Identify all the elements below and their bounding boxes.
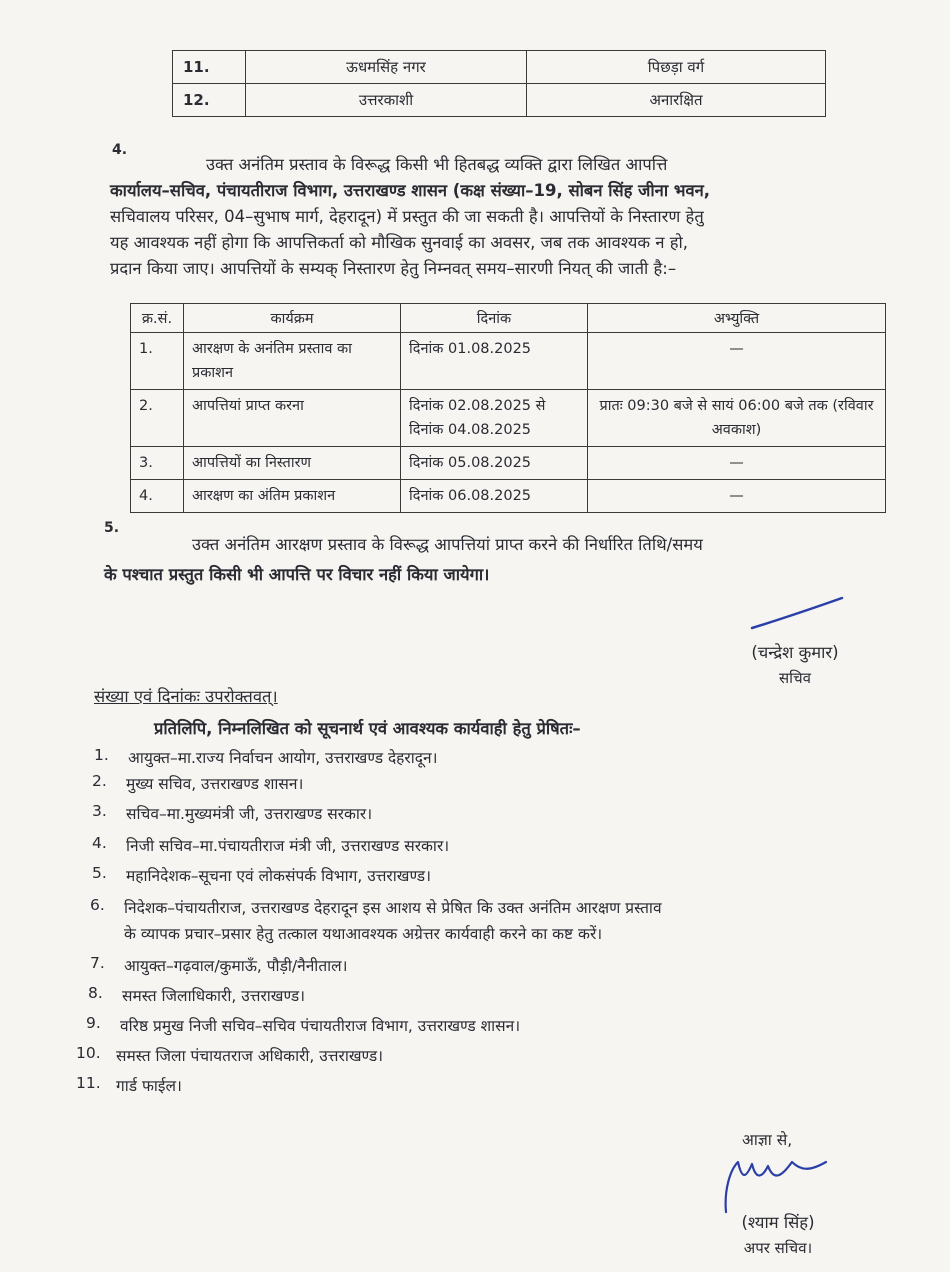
reservation-category: पिछड़ा वर्ग (527, 51, 826, 84)
reference-line: संख्या एवं दिनांकः उपरोक्तवत्। (94, 687, 278, 706)
para4-number: 4. (112, 142, 128, 158)
list-number: 9. (86, 1014, 101, 1032)
header-date: दिनांक (401, 304, 588, 333)
date-cell: दिनांक 01.08.2025 (401, 333, 588, 390)
para5-number: 5. (104, 520, 120, 536)
program-cell: आपत्तियों का निस्तारण (184, 447, 401, 480)
serial-cell: 2. (131, 390, 184, 447)
date-cell: दिनांक 06.08.2025 (401, 480, 588, 513)
table-row (131, 333, 886, 390)
remark-cell: प्रातः 09:30 बजे से सायं 06:00 बजे तक (रविवार अवकाश) (588, 390, 886, 447)
table-row (131, 390, 886, 447)
header-program: कार्यक्रम (184, 304, 401, 333)
list-text: निजी सचिव–मा.पंचायतीराज मंत्री जी, उत्तराखण्ड सरकार। (126, 837, 450, 855)
list-number: 5. (92, 864, 107, 882)
list-text: आयुक्त–गढ़वाल/कुमाऊँ, पौड़ी/नैनीताल। (124, 957, 348, 975)
list-text: वरिष्ठ प्रमुख निजी सचिव–सचिव पंचायतीराज विभाग, उत्तराखण्ड शासन। (120, 1017, 521, 1035)
table-row (131, 447, 886, 480)
para5-line: के पश्चात प्रस्तुत किसी भी आपत्ति पर विचार नहीं किया जायेगा। (104, 565, 490, 584)
serial-cell: 1. (131, 333, 184, 390)
list-text: समस्त जिला पंचायतराज अधिकारी, उत्तराखण्ड। (116, 1047, 384, 1065)
list-number: 3. (92, 802, 107, 820)
para4-line: कार्यालय–सचिव, पंचायतीराज विभाग, उत्तराखण्ड शासन (कक्ष संख्या–19, सोबन सिंह जीना भवन, (110, 181, 711, 200)
district-reservation-table (172, 50, 826, 117)
para4-line: प्रदान किया जाए। आपत्तियों के सम्यक् निस्तारण हेतु निम्नवत् समय–सारणी नियत् की जाती है:– (110, 259, 677, 278)
list-text: निदेशक–पंचायतीराज, उत्तराखण्ड देहरादून इस आशय से प्रेषित कि उक्त अनंतिम आरक्षण प्रस्ताव (124, 899, 662, 917)
remark-cell: — (588, 447, 886, 480)
date-cell: दिनांक 05.08.2025 (401, 447, 588, 480)
table-row (173, 51, 826, 84)
signatory-designation: सचिव (779, 669, 811, 687)
table-header-row (131, 304, 886, 333)
by-order-text: आज्ञा से, (742, 1131, 793, 1149)
para5-line: उक्त अनंतिम आरक्षण प्रस्ताव के विरूद्ध आपत्तियां प्राप्त करने की निर्धारित तिथि/समय (192, 535, 703, 554)
signatory-designation: अपर सचिव। (743, 1239, 813, 1257)
para4-line: सचिवालय परिसर, 04–सुभाष मार्ग, देहरादून) में प्रस्तुत की जा सकती है। आपत्तियों के निस्तारण हेतु (110, 207, 704, 226)
reservation-category: अनारक्षित (527, 84, 826, 117)
list-text: सचिव–मा.मुख्यमंत्री जी, उत्तराखण्ड सरकार। (126, 805, 373, 823)
district-name: उत्तरकाशी (246, 84, 527, 117)
table-row (173, 84, 826, 117)
list-number: 1. (94, 746, 109, 764)
list-text: समस्त जिलाधिकारी, उत्तराखण्ड। (122, 987, 306, 1005)
table-row (131, 480, 886, 513)
list-text: मुख्य सचिव, उत्तराखण्ड शासन। (126, 775, 304, 793)
program-cell: आरक्षण का अंतिम प्रकाशन (184, 480, 401, 513)
list-text: महानिदेशक–सूचना एवं लोकसंपर्क विभाग, उत्तराखण्ड। (126, 867, 431, 885)
date-cell: दिनांक 02.08.2025 से दिनांक 04.08.2025 (401, 390, 588, 447)
header-serial: क्र.सं. (131, 304, 184, 333)
serial-cell: 4. (131, 480, 184, 513)
signatory-name: (चन्द्रेश कुमार) (751, 643, 839, 662)
list-number: 6. (90, 896, 105, 914)
remark-cell: — (588, 333, 886, 390)
list-number: 8. (88, 984, 103, 1002)
remark-cell: — (588, 480, 886, 513)
program-cell: आरक्षण के अनंतिम प्रस्ताव का प्रकाशन (184, 333, 401, 390)
copy-heading: प्रतिलिपि, निम्नलिखित को सूचनार्थ एवं आवश्यक कार्यवाही हेतु प्रेषितः– (154, 719, 581, 738)
schedule-table (130, 303, 886, 513)
header-remark: अभ्युक्ति (588, 304, 886, 333)
list-text: गार्ड फाईल। (116, 1077, 182, 1095)
signatory-name: (श्याम सिंह) (741, 1213, 815, 1232)
program-cell: आपत्तियां प्राप्त करना (184, 390, 401, 447)
district-name: ऊधमसिंह नगर (246, 51, 527, 84)
row-number: 12. (173, 84, 246, 117)
list-item-continuation (124, 922, 602, 944)
list-text: आयुक्त–मा.राज्य निर्वाचन आयोग, उत्तराखण्ड देहरादून। (128, 749, 438, 767)
list-number: 11. (76, 1074, 101, 1092)
row-number: 11. (173, 51, 246, 84)
list-number: 4. (92, 834, 107, 852)
serial-cell: 3. (131, 447, 184, 480)
list-number: 10. (76, 1044, 101, 1062)
list-number: 2. (92, 772, 107, 790)
signature-stroke (748, 594, 848, 634)
list-text: के व्यापक प्रचार–प्रसार हेतु तत्काल यथाआवश्यक अग्रेत्तर कार्यवाही करने का कष्ट करें। (124, 925, 603, 943)
list-number: 7. (90, 954, 105, 972)
para4-line: उक्त अनंतिम प्रस्ताव के विरूद्ध किसी भी हितबद्ध व्यक्ति द्वारा लिखित आपत्ति (206, 155, 668, 174)
para4-line: यह आवश्यक नहीं होगा कि आपत्तिकर्ता को मौखिक सुनवाई का अवसर, जब तक आवश्यक न हो, (110, 233, 689, 252)
